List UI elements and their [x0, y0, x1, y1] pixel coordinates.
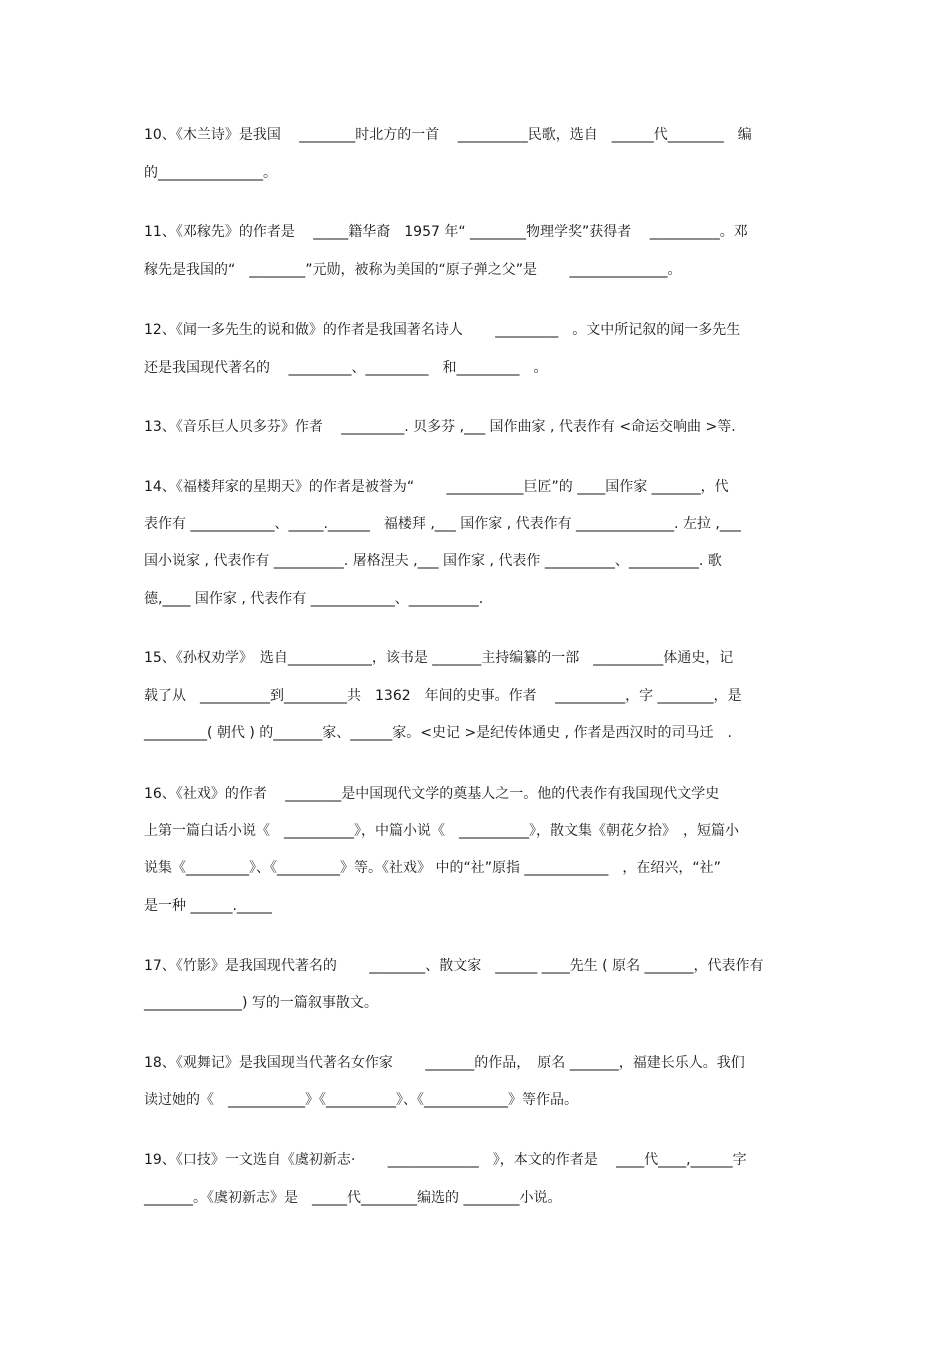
question-15-line-1: 15、《孙权劝学》 选自____________，该书是 _______主持编纂的一部 __________体通史，记 — [144, 650, 734, 666]
question-11-line-1: 11、《邓稼先》的作者是 _____籍华裔 1957 年“ ________物理学奖”获得者 __________。邓 — [144, 224, 748, 240]
question-16-line-4: 是一种 ______._____ — [144, 898, 272, 914]
question-12-line-2: 还是我国现代著名的 _________、_________ 和_________ 。 — [144, 360, 548, 376]
question-16-line-3: 说集《_________》、《_________》等。《社戏》 中的“社”原指 ____________ ，在绍兴，“社” — [144, 860, 721, 876]
question-16-line-2: 上第一篇白话小说《 __________》，中篇小说《 __________》，散文集《朝花夕拾》 ，短篇小 — [144, 823, 739, 839]
question-19-line-2: _______。《虞初新志》是 _____代________编选的 ________小说。 — [144, 1190, 562, 1206]
question-17-line-1: 17、《竹影》是我国现代著名的 ________、散文家 ______ ____先生 ( 原名 _______，代表作有 — [144, 958, 764, 974]
question-15-line-2: 载了从 __________到_________共 1362 年间的史事。作者 __________，字 ________，是 — [144, 688, 742, 704]
question-13-line-1: 13、《音乐巨人贝多芬》作者 _________. 贝多芬 ,___ 国作曲家 , 代表作有 <命运交响曲 >等. — [144, 419, 736, 435]
question-11-line-2: 稼先是我国的“ ________”元勋，被称为美国的“原子弹之父”是 ______________。 — [144, 262, 682, 278]
question-14-line-4: 德,____ 国作家 , 代表作有 ____________、__________. — [144, 591, 484, 607]
question-14-line-2: 表作有 ____________、_____.______ 福楼拜 ,___ 国作家 , 代表作有 ______________. 左拉 ,___ — [144, 516, 741, 532]
question-16-line-1: 16、《社戏》的作者 ________是中国现代文学的奠基人之一。他的代表作有我国现代文学史 — [144, 786, 720, 802]
question-14-line-1: 14、《福楼拜家的星期天》的作者是被誉为“ ___________巨匠”的 ____国作家 _______，代 — [144, 479, 729, 495]
question-12-line-1: 12、《闻一多先生的说和做》的作者是我国著名诗人 _________ 。文中所记叙的闻一多先生 — [144, 322, 741, 338]
question-18-line-2: 读过她的《 ___________》《__________》、《____________》等作品。 — [144, 1092, 578, 1108]
question-10-line-1: 10、《木兰诗》是我国 ________时北方的一首 __________民歌，选自 ______代________ 编 — [144, 127, 752, 143]
question-18-line-1: 18、《观舞记》是我国现当代著名女作家 _______的作品， 原名 _______，福建长乐人。我们 — [144, 1055, 745, 1071]
question-14-line-3: 国小说家 , 代表作有 __________. 屠格涅夫 ,___ 国作家 , 代表作 __________、__________. 歌 — [144, 553, 722, 569]
question-10-line-2: 的_______________。 — [144, 165, 277, 181]
question-17-line-2: ______________) 写的一篇叙事散文。 — [144, 995, 378, 1011]
question-19-line-1: 19、《口技》一文选自《虞初新志· _____________ 》，本文的作者是 ____代____,______字 — [144, 1152, 747, 1168]
question-15-line-3: _________( 朝代 ) 的_______家、______家。<史记 >是纪传体通史 , 作者是西汉时的司马迁 . — [144, 725, 732, 741]
